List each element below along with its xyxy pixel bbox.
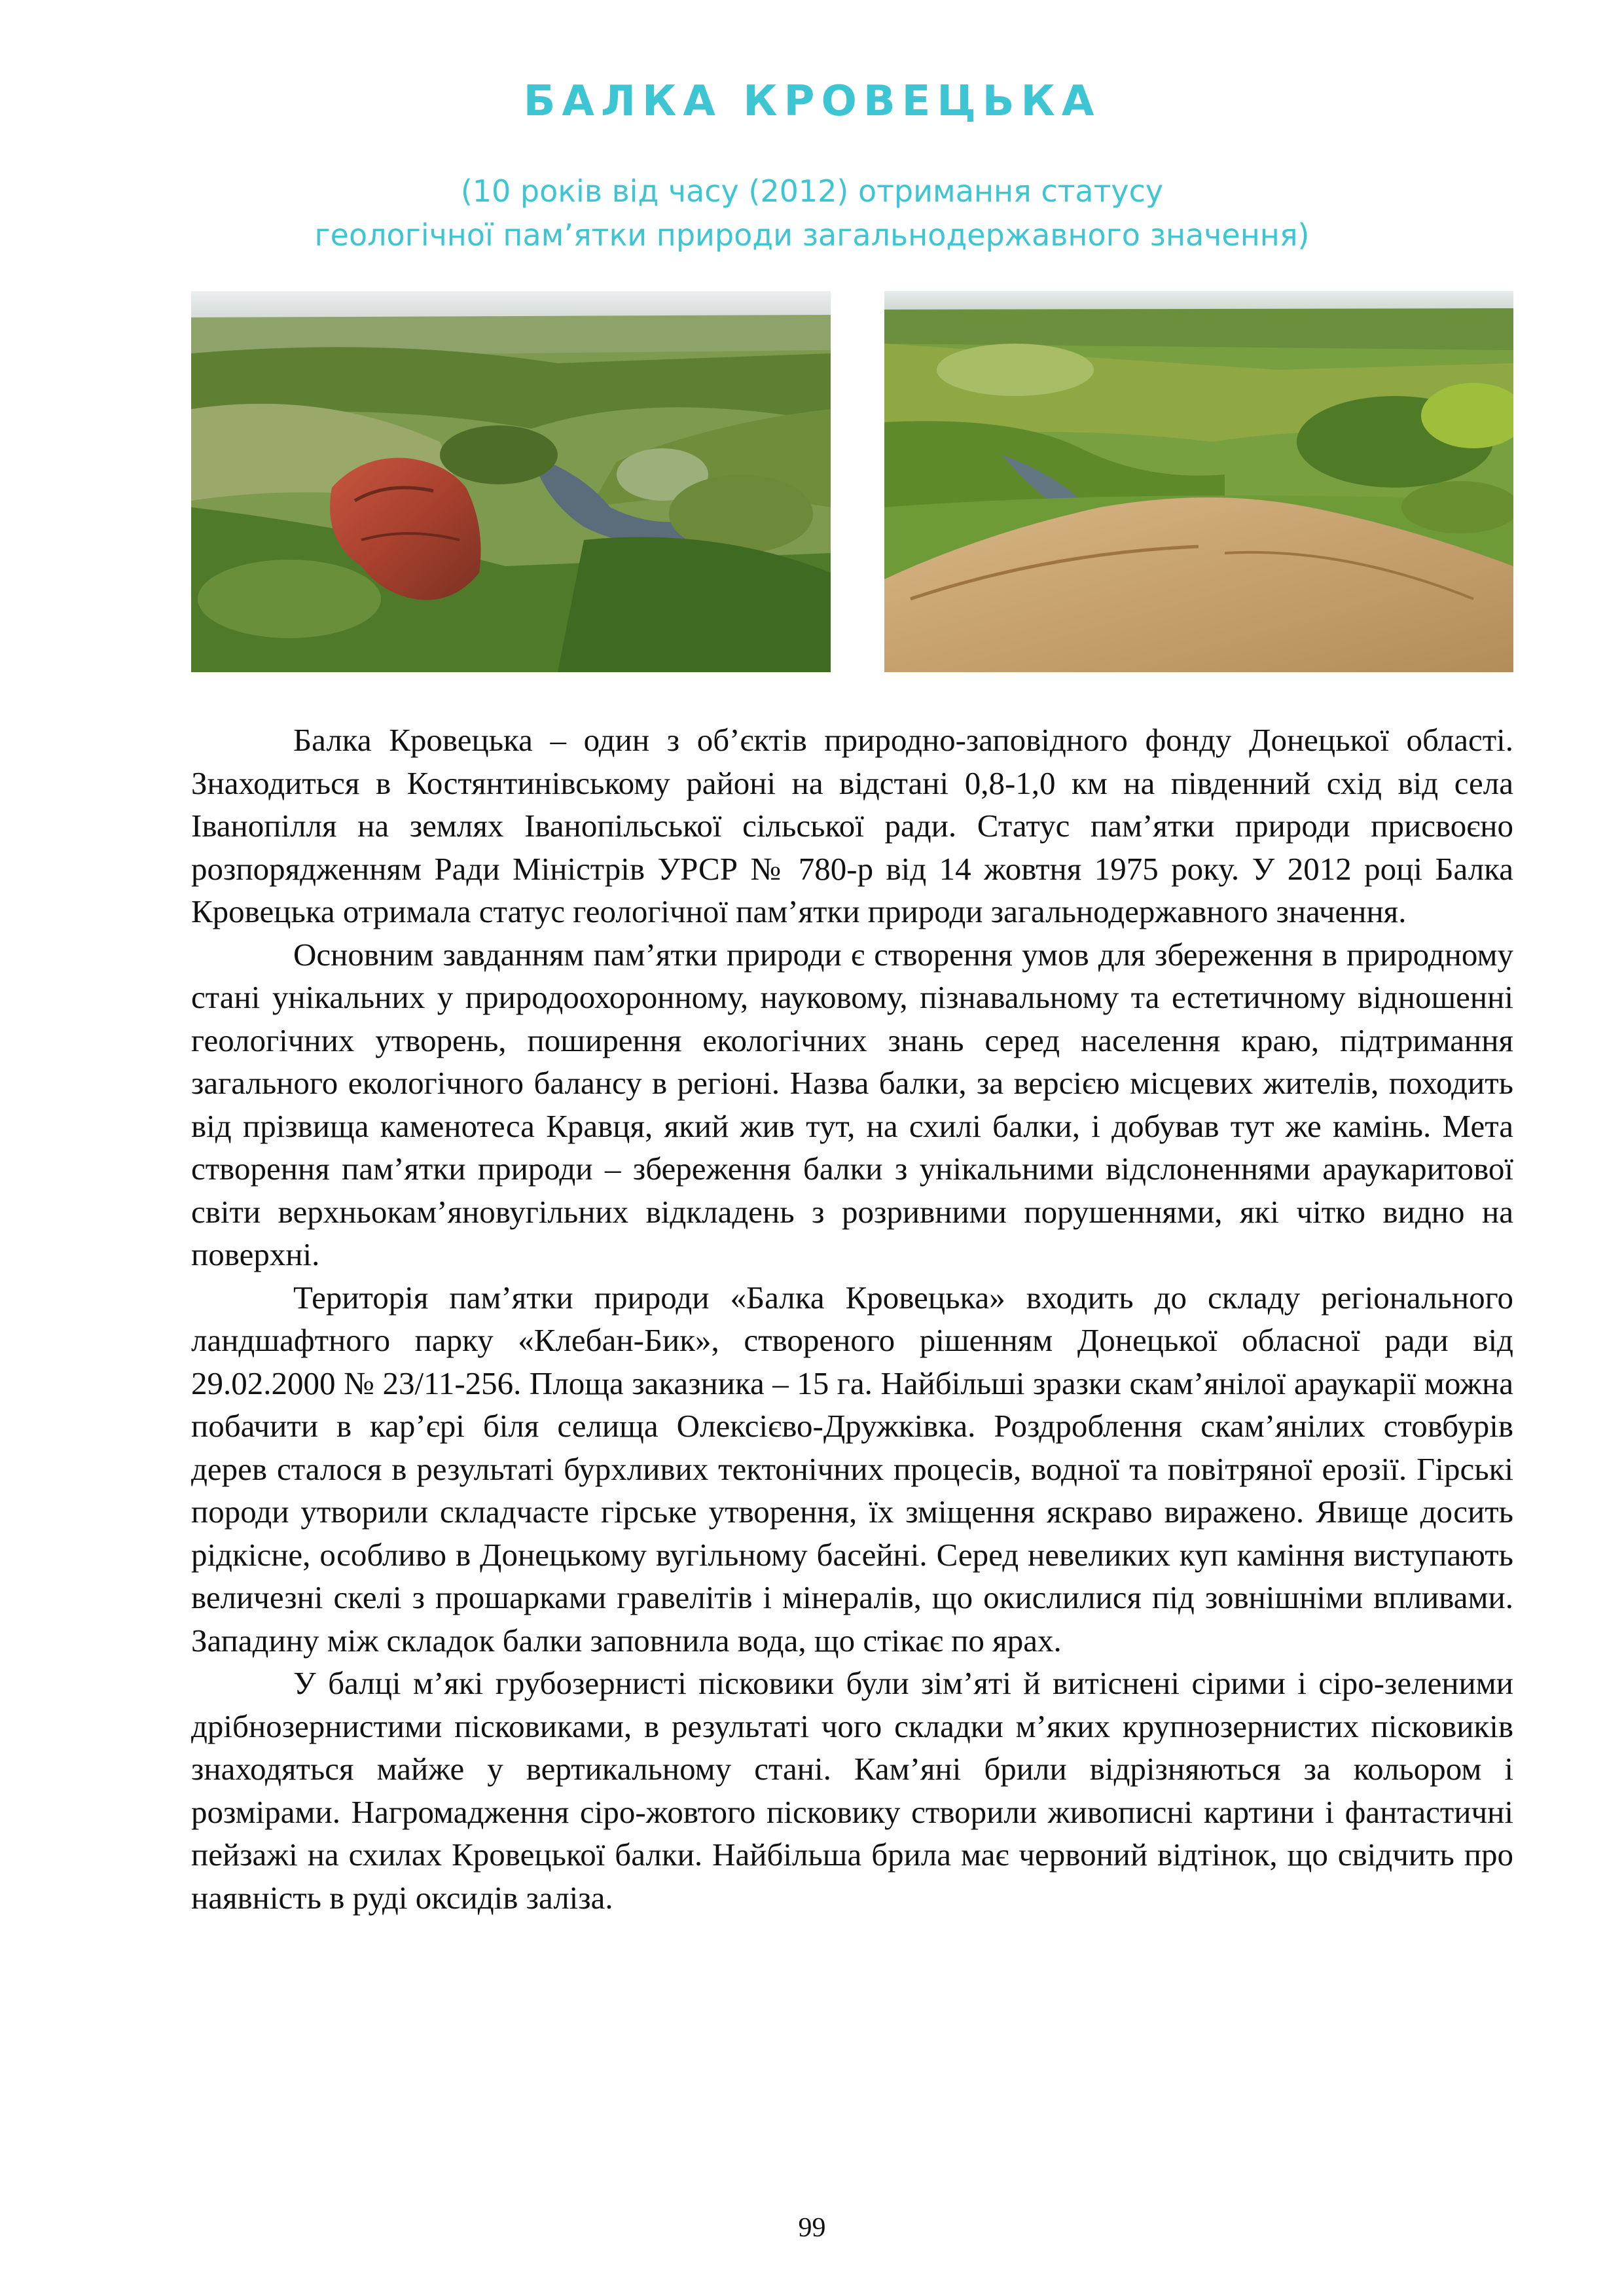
ravine-photo-sandstone	[884, 291, 1513, 672]
ravine-photo-red-rock	[191, 291, 831, 672]
paragraph-3: Територія пам’ятки природи «Балка Кровецька» входить до складу регіонального ландшафтного парку «Клебан-Бик», створеного рішенням Донецької обласної ради від 29.02.2000 № 23/11-256. Площа заказника – 15 га. Найбільші зразки скам’янілої араукарії можна побачити в кар’єрі біля селища Олексієво-Дружківка. Роздроблення скам’янілих стовбурів дерев сталося в результаті бурхливих тектонічних процесів, водної та повітряної ерозії. Гірські породи утворили складчасте гірське утворення, їх зміщення яскраво виражено. Явище досить рідкісне, особливо в Донецькому вугільному басейні. Серед невеликих куп каміння виступають величезні скелі з прошарками гравелітів і мінералів, що окислилися під зовнішніми впливами. Западину між складок балки заповнила вода, що стікає по ярах.	[191, 1279, 1513, 1659]
page-title: БАЛКА КРОВЕЦЬКА	[523, 77, 1101, 126]
subtitle-line-2: геологічної пам’ятки природи загальнодержавного значення)	[314, 217, 1310, 253]
subtitle-line-1: (10 років від часу (2012) отримання статусу	[460, 173, 1164, 209]
paragraph-2: Основним завданням пам’ятки природи є створення умов для збереження в природному стані унікальних у природоохоронному, науковому, пізнавальному та естетичному відношенні геологічних утворень, поширення екологічних знань серед населення краю, підтримання загального екологічного балансу в регіоні. Назва балки, за версією місцевих жителів, походить від прізвища каменотеса Кравця, який жив тут, на схилі балки, і добував тут же камінь. Мета створення пам’ятки природи – збереження балки з унікальними відслоненнями араукаритової світи верхньокам’яновугільних відкладень з розривними порушеннями, які чітко видно на поверхні.	[191, 936, 1513, 1272]
body-text	[191, 719, 1513, 1919]
paragraph-4: У балці м’які грубозернисті пісковики були зім’яті й витіснені сірими і сіро-зеленими дрібнозернистими пісковиками, в результаті чого складки м’яких крупнозернистих пісковиків знаходяться майже у вертикальному стані. Кам’яні брили відрізняються за кольором і розмірами. Нагромадження сіро-жовтого пісковику створили живописні картини і фантастичні пейзажі на схилах Кровецької балки. Найбільша брила має червоний відтінок, що свідчить про наявність в руді оксидів заліза.	[191, 1665, 1513, 1916]
paragraph-1: Балка Кровецька – один з об’єктів природно-заповідного фонду Донецької області. Знаходиться в Костянтинівському районі на відстані 0,8-1,0 км на південний схід від села Іванопілля на землях Іванопільської сільської ради. Статус пам’ятки природи присвоєно розпорядженням Ради Міністрів УРСР № 780-р від 14 жовтня 1975 року. У 2012 році Балка Кровецька отримала статус геологічної пам’ятки природи загальнодержавного значення.	[191, 722, 1513, 929]
page-number: 99	[798, 2213, 826, 2243]
